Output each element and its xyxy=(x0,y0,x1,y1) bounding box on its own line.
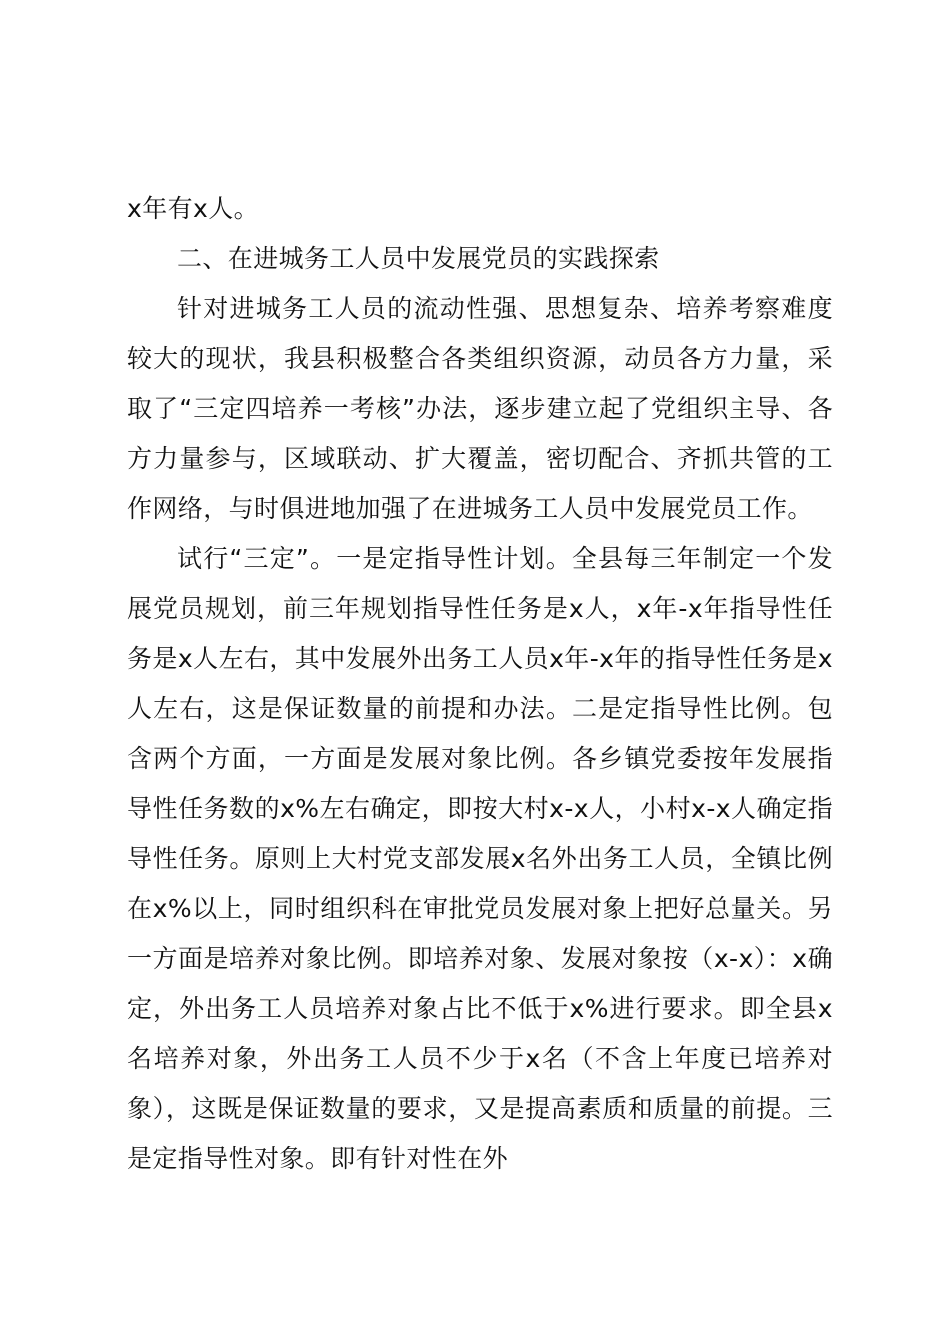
paragraph-intro-end: x年有x人。 xyxy=(127,194,259,223)
document-body xyxy=(127,184,833,1184)
paragraph-three-fixed: 试行“三定”。一是定指导性计划。全县每三年制定一个发展党员规划，前三年规划指导性任务是x人，x年-x年指导性任务是x人左右，其中发展外出务工人员x年-x年的指导性任务是x人左右，这是保证数量的前提和办法。二是定指导性比例。包含两个方面，一方面是发展对象比例。各乡镇党委按年发展指导性任务数的x%左右确定，即按大村x-x人，小村x-x人确定指导性任务。原则上大村党支部发展x名外出务工人员，全镇比例在x%以上，同时组织科在审批党员发展对象上把好总量关。另一方面是培养对象比例。即培养对象、发展对象按（x-x）：x确定，外出务工人员培养对象占比不低于x%进行要求。即全县x名培养对象，外出务工人员不少于x名（不含上年度已培养对象），这既是保证数量的要求，又是提高素质和质量的前提。三是定指导性对象。即有针对性在外 xyxy=(127,544,833,1173)
section-heading: 二、在进城务工人员中发展党员的实践探索 xyxy=(177,244,660,273)
paragraph-overview: 针对进城务工人员的流动性强、思想复杂、培养考察难度较大的现状，我县积极整合各类组织资源，动员各方力量，采取了“三定四培养一考核”办法，逐步建立起了党组织主导、各方力量参与，区域联动、扩大覆盖，密切配合、齐抓共管的工作网络，与时俱进地加强了在进城务工人员中发展党员工作。 xyxy=(127,294,833,523)
